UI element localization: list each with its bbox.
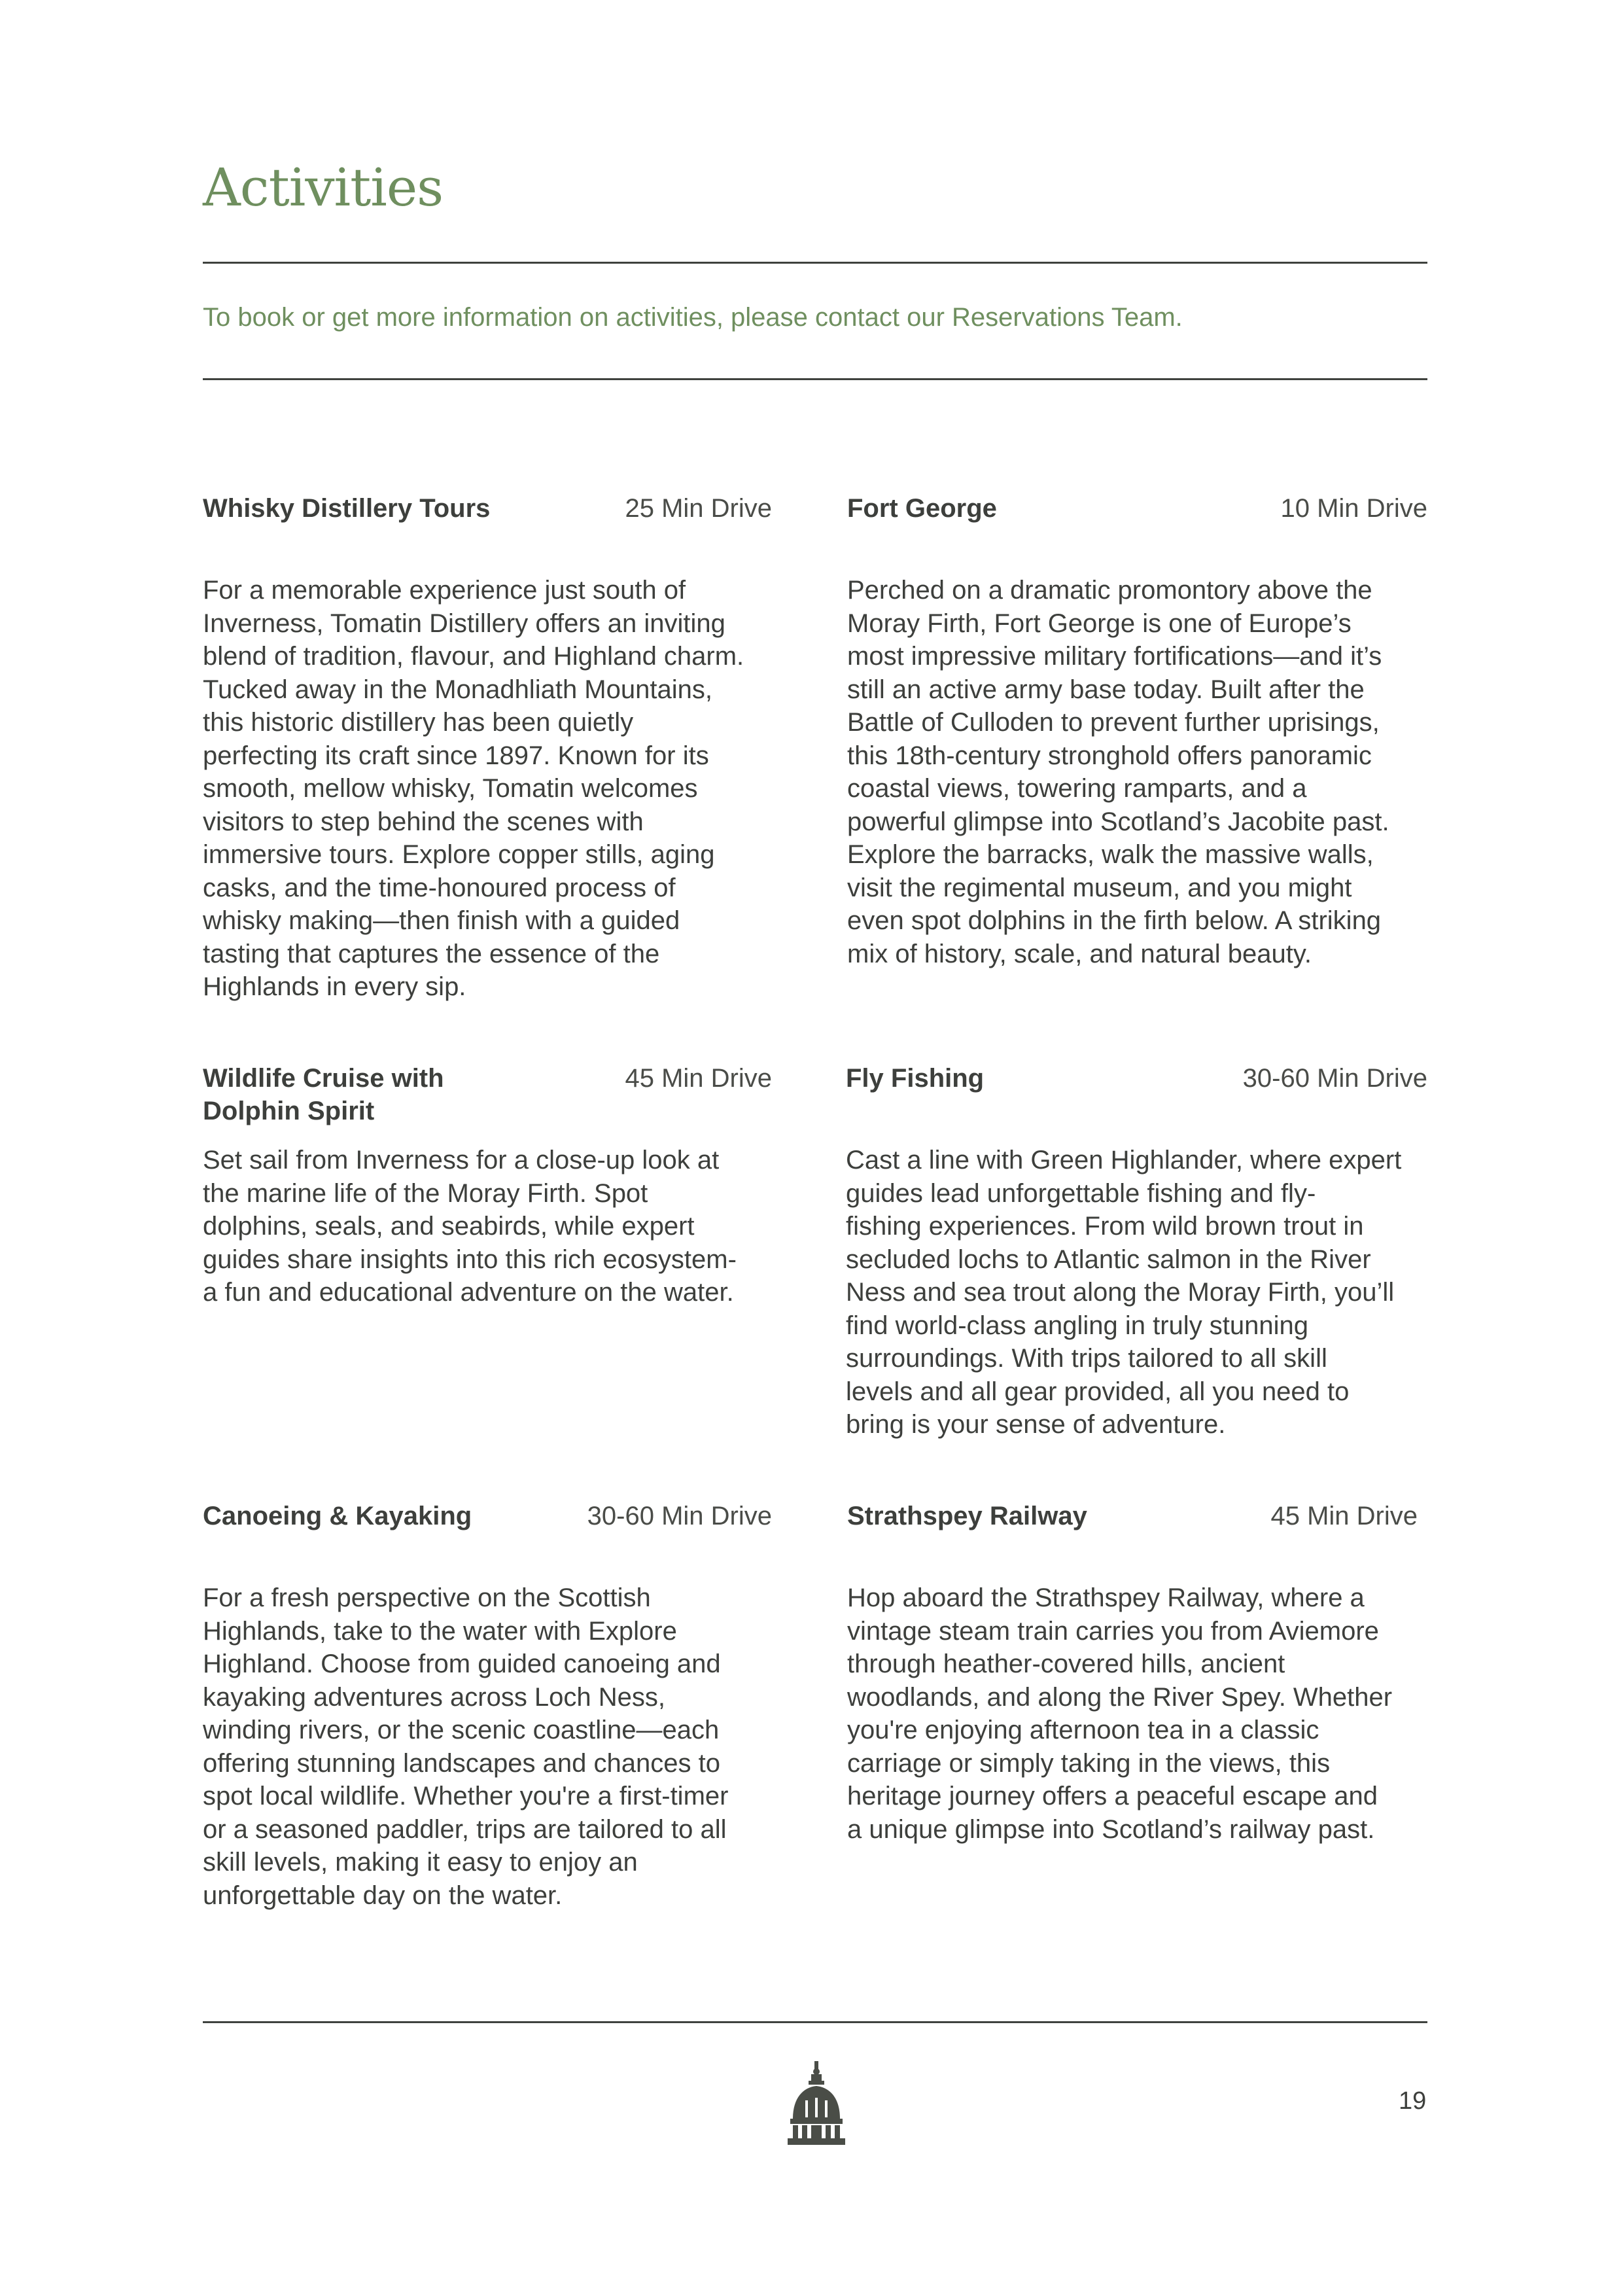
activity-drive-time: 10 Min Drive (1280, 494, 1427, 523)
activity-drive-time: 30-60 Min Drive (587, 1502, 772, 1530)
description-line: surroundings. With trips tailored to all skill (846, 1344, 1327, 1373)
description-line: powerful glimpse into Scotland’s Jacobite past. (847, 807, 1389, 836)
description-line: still an active army base today. Built after the (847, 675, 1365, 704)
description-line: fishing experiences. From wild brown trout in (846, 1212, 1364, 1241)
description-line: Set sail from Inverness for a close-up look at (203, 1146, 720, 1174)
activity-title: Wildlife Cruise with Dolphin Spirit (203, 1064, 444, 1125)
activity-header (847, 1500, 1418, 1565)
description-line: Battle of Culloden to prevent further uprisings, (847, 708, 1380, 737)
description-line: Inverness, Tomatin Distillery offers an inviting (203, 609, 725, 638)
description-line: kayaking adventures across Loch Ness, (203, 1682, 666, 1712)
description-line: a fun and educational adventure on the water. (203, 1278, 734, 1307)
activity-header (203, 1062, 772, 1127)
description-line: even spot dolphins in the firth below. A striking (847, 906, 1382, 935)
description-line: smooth, mellow whisky, Tomatin welcomes (203, 774, 698, 803)
activity-description (847, 574, 1423, 970)
description-line: Highland. Choose from guided canoeing and (203, 1650, 721, 1678)
activity-description (203, 1581, 778, 1912)
activity-header (847, 492, 1427, 557)
activity-drive-time: 30-60 Min Drive (1242, 1064, 1427, 1093)
description-line: levels and all gear provided, all you need to (846, 1377, 1350, 1406)
description-line: Tucked away in the Monadhliath Mountains, (203, 675, 712, 704)
description-line: the marine life of the Moray Firth. Spot (203, 1178, 648, 1208)
description-line: find world-class angling in truly stunning (846, 1311, 1309, 1340)
activity-title: Whisky Distillery Tours (203, 494, 491, 523)
activity-title: Fly Fishing (846, 1064, 985, 1093)
description-line: Explore the barracks, walk the massive walls, (847, 840, 1374, 869)
description-line: offering stunning landscapes and chances to (203, 1748, 720, 1778)
description-line: Cast a line with Green Highlander, where expert (846, 1146, 1402, 1174)
activity-title: Fort George (847, 494, 997, 523)
activity-description (203, 574, 778, 1004)
activity-header (203, 492, 772, 557)
description-line: dolphins, seals, and seabirds, while expert (203, 1212, 695, 1241)
intro-divider (203, 378, 1427, 380)
activity-description (846, 1144, 1422, 1441)
description-line: secluded lochs to Atlantic salmon in the River (846, 1245, 1371, 1274)
activity-title: Canoeing & Kayaking (203, 1502, 472, 1530)
intro-text: To book or get more information on activities, please contact our Reservations Team. (203, 303, 1183, 332)
description-line: Ness and sea trout along the Moray Firth, you’ll (846, 1278, 1395, 1307)
description-line: coastal views, towering ramparts, and a (847, 774, 1307, 803)
description-line: perfecting its craft since 1897. Known for its (203, 741, 709, 770)
activity-drive-time: 25 Min Drive (625, 494, 772, 523)
description-line: blend of tradition, flavour, and Highland charm. (203, 642, 744, 671)
footer-divider (203, 2021, 1427, 2023)
description-line: Highlands in every sip. (203, 972, 466, 1001)
description-line: visitors to step behind the scenes with (203, 807, 644, 836)
activity-title: Strathspey Railway (847, 1502, 1087, 1530)
activity-canoeing-kayaking (203, 1500, 772, 1910)
description-line: or a seasoned paddler, trips are tailored to all (203, 1814, 727, 1844)
activity-wildlife-cruise (203, 1062, 772, 1307)
description-line: For a fresh perspective on the Scottish (203, 1583, 651, 1612)
top-divider (203, 262, 1427, 264)
description-line: heritage journey offers a peaceful escape and (847, 1782, 1378, 1810)
activity-header (846, 1062, 1427, 1127)
activity-strathspey-railway (847, 1500, 1418, 1844)
description-line: most impressive military fortifications—and it’s (847, 642, 1382, 671)
activity-header (203, 1500, 772, 1565)
activity-drive-time: 45 Min Drive (625, 1064, 772, 1093)
description-line: For a memorable experience just south of (203, 576, 686, 605)
activity-description (203, 1144, 778, 1309)
description-line: this historic distillery has been quietly (203, 708, 634, 737)
description-line: visit the regimental museum, and you might (847, 873, 1352, 902)
description-line: Hop aboard the Strathspey Railway, where a (847, 1583, 1365, 1612)
description-line: vintage steam train carries you from Aviemore (847, 1616, 1379, 1646)
description-line: Highlands, take to the water with Explore (203, 1616, 677, 1646)
activity-fly-fishing (846, 1062, 1427, 1439)
description-line: woodlands, and along the River Spey. Whether (847, 1682, 1393, 1712)
description-line: this 18th-century stronghold offers panoramic (847, 741, 1372, 770)
activity-whisky-distillery-tours (203, 492, 772, 1001)
activity-description (847, 1581, 1423, 1846)
description-line: winding rivers, or the scenic coastline—each (203, 1716, 720, 1744)
description-line: immersive tours. Explore copper stills, aging (203, 840, 715, 869)
dome-icon (786, 2061, 846, 2146)
description-line: carriage or simply taking in the views, this (847, 1748, 1331, 1778)
description-line: Perched on a dramatic promontory above the (847, 576, 1372, 605)
description-line: tasting that captures the essence of the (203, 939, 660, 968)
description-line: whisky making—then finish with a guided (203, 906, 680, 935)
activity-fort-george (847, 492, 1427, 968)
description-line: guides lead unforgettable fishing and fly- (846, 1178, 1316, 1208)
page-title: Activities (203, 157, 444, 218)
description-line: skill levels, making it easy to enjoy an (203, 1848, 638, 1877)
description-line: guides share insights into this rich ecosystem- (203, 1245, 737, 1274)
description-line: a unique glimpse into Scotland’s railway past. (847, 1814, 1375, 1844)
description-line: mix of history, scale, and natural beauty. (847, 939, 1312, 968)
description-line: Moray Firth, Fort George is one of Europe’s (847, 609, 1352, 638)
description-line: spot local wildlife. Whether you're a first-timer (203, 1782, 729, 1810)
description-line: you're enjoying afternoon tea in a classic (847, 1716, 1319, 1744)
description-line: through heather-covered hills, ancient (847, 1650, 1285, 1678)
description-line: bring is your sense of adventure. (846, 1410, 1226, 1439)
activity-drive-time: 45 Min Drive (1270, 1502, 1418, 1530)
description-line: casks, and the time-honoured process of (203, 873, 676, 902)
description-line: unforgettable day on the water. (203, 1881, 563, 1910)
page-number: 19 (1399, 2087, 1427, 2115)
